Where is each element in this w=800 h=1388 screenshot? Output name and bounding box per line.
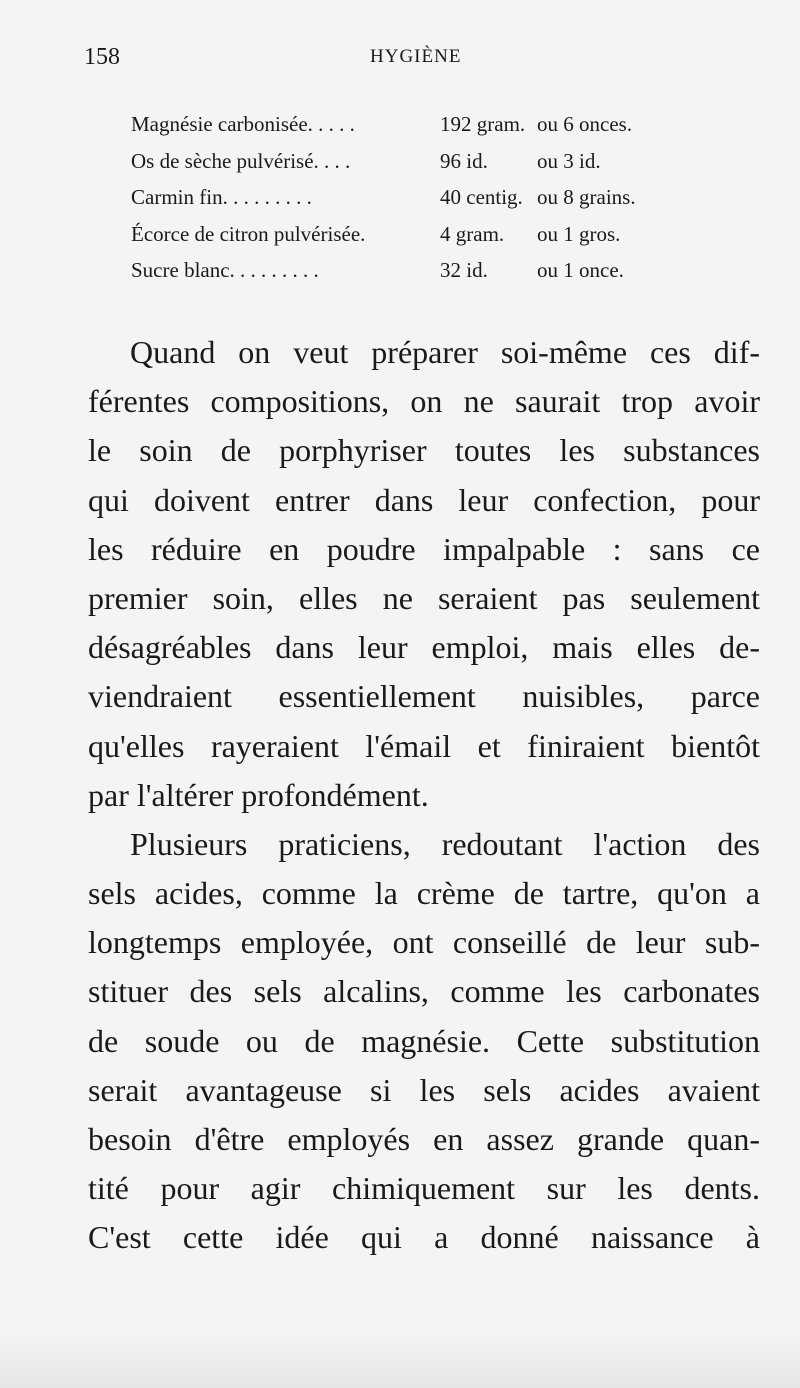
text-line: sels acides, comme la crème de tartre, qu'on a <box>88 875 760 912</box>
recipe-alternative: ou 6 onces. <box>537 112 633 136</box>
body-text <box>88 328 760 1263</box>
recipe-quantity: 4 gram. <box>440 221 505 246</box>
page-number: 158 <box>84 44 120 70</box>
text-line: premier soin, elles ne seraient pas seulement <box>88 579 760 616</box>
text-line: qui doivent entrer dans leur confection, pour <box>88 481 760 518</box>
recipe-alternative: ou 1 once. <box>537 258 624 282</box>
text-line: Plusieurs praticiens, redoutant l'action des <box>130 825 760 862</box>
recipe-row <box>131 258 691 295</box>
page-header <box>84 44 760 74</box>
paragraph <box>88 328 760 820</box>
recipe-row <box>131 112 691 149</box>
recipe-row <box>131 222 691 259</box>
text-line: de soude ou de magnésie. Cette substitution <box>88 1022 760 1059</box>
text-line: viendraient essentiellement nuisibles, parce <box>88 678 760 715</box>
recipe-quantity: 40 centig. <box>440 185 523 209</box>
text-line: férentes compositions, on ne saurait trop avoir <box>88 383 760 420</box>
text-line: qu'elles rayeraient l'émail et finiraient bientôt <box>88 727 760 764</box>
recipe-alternative: ou 8 grains. <box>537 185 636 209</box>
text-line: les réduire en poudre impalpable : sans ce <box>88 530 760 567</box>
text-line: serait avantageuse si les sels acides avaient <box>88 1071 760 1108</box>
recipe-table <box>131 112 691 295</box>
recipe-quantity: 32 id. <box>440 258 488 282</box>
recipe-ingredient: Os de sèche pulvérisé. . . . <box>131 148 351 173</box>
text-line: par l'altérer profondément. <box>88 776 429 813</box>
recipe-quantity: 192 gram. <box>440 112 526 136</box>
paragraph <box>88 820 760 1263</box>
text-line: stituer des sels alcalins, comme les carbonates <box>88 973 760 1010</box>
recipe-alternative: ou 3 id. <box>537 148 601 173</box>
recipe-ingredient: Carmin fin. . . . . . . . . <box>131 185 312 209</box>
recipe-quantity: 96 id. <box>440 148 488 173</box>
text-line: Quand on veut préparer soi-même ces dif- <box>130 334 760 370</box>
recipe-row <box>131 185 691 222</box>
recipe-ingredient: Magnésie carbonisée. . . . . <box>131 112 355 136</box>
recipe-row <box>131 149 691 186</box>
text-line: tité pour agir chimiquement sur les dents. <box>88 1170 760 1207</box>
text-line: désagréables dans leur emploi, mais elles de- <box>88 629 760 666</box>
text-line: le soin de porphyriser toutes les substances <box>88 432 760 469</box>
recipe-ingredient: Sucre blanc. . . . . . . . . <box>131 258 319 282</box>
text-line: C'est cette idée qui a donné naissance à <box>88 1219 760 1256</box>
recipe-alternative: ou 1 gros. <box>537 221 621 246</box>
running-head: HYGIÈNE <box>370 46 462 67</box>
recipe-ingredient: Écorce de citron pulvérisée. <box>131 221 366 246</box>
text-line: besoin d'être employés en assez grande quan- <box>88 1121 760 1157</box>
text-line: longtemps employée, ont conseillé de leur sub- <box>88 924 760 961</box>
